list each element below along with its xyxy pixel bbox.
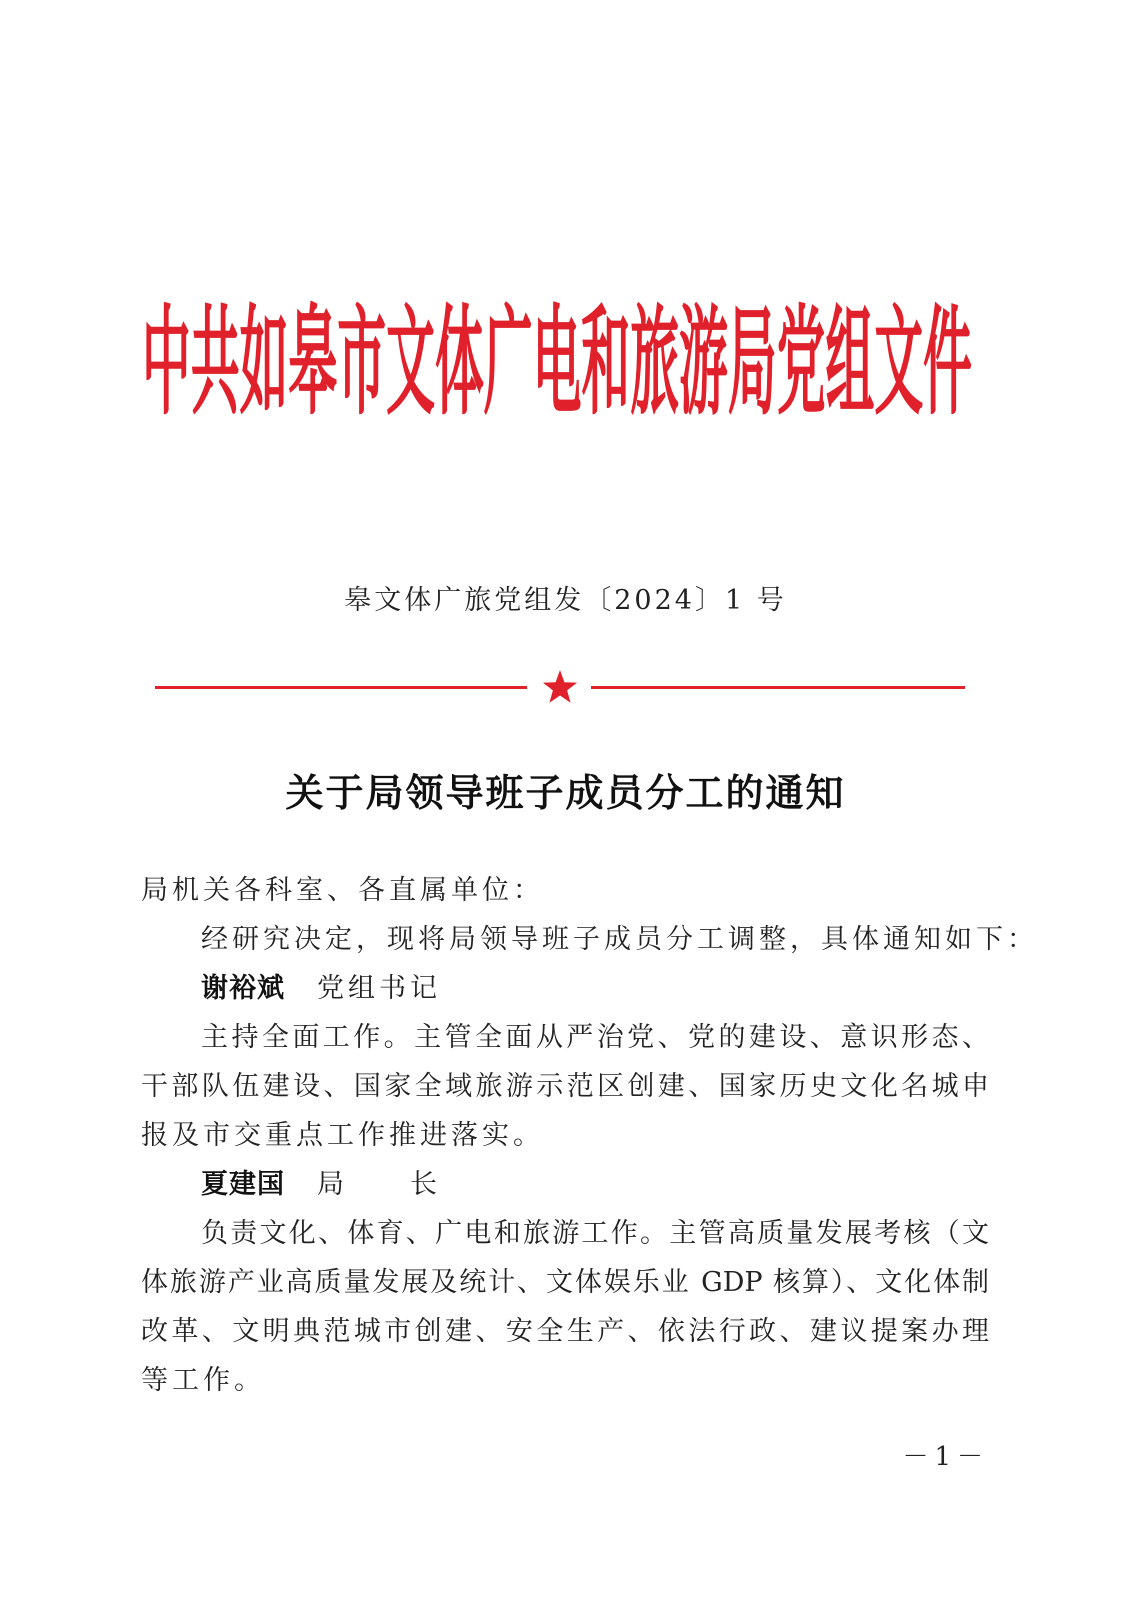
recipients-line: 局机关各科室、各直属单位： [141,875,544,906]
divider-line-left [155,686,527,689]
notice-title: 关于局领导班子成员分工的通知 [285,770,846,815]
masthead [140,275,990,435]
duty-line: 报及市交重点工作推进落实。 [141,1120,544,1151]
star-icon [543,670,577,703]
masthead-title-svg [140,275,990,435]
divider-line-right [591,686,965,689]
member-name: 谢裕斌 [201,973,285,1004]
notice-body [141,866,1038,1405]
duty-line: 负责文化、体育、广电和旅游工作。主管高质量发展考核（文 [201,1218,989,1249]
duty-line: 干部队伍建设、国家全域旅游示范区创建、国家历史文化名城申 [141,1071,989,1102]
red-divider [155,668,965,708]
duty-line: 主持全面工作。主管全面从严治党、党的建设、意识形态、 [201,1022,989,1053]
member-position-char: 局 [317,1169,344,1200]
intro-paragraph: 经研究决定，现将局领导班子成员分工调整，具体通知如下： [201,924,1038,955]
duty-line: 体旅游产业高质量发展及统计、文体娱乐业 GDP 核算）、文化体制 [141,1267,989,1298]
member-position-char: 长 [410,1169,437,1200]
member-position: 党组书记 [317,973,441,1004]
document-number: 皋文体广旅党组发〔2024〕1 号 [344,585,787,616]
duty-line: 改革、文明典范城市创建、安全生产、依法行政、建议提案办理 [141,1316,989,1347]
duty-line: 等工作。 [141,1365,265,1396]
member-name: 夏建国 [201,1169,285,1200]
member-position [317,1169,437,1200]
member-heading [141,964,989,1013]
member-heading [141,1160,989,1209]
page-number: －1－ [902,1442,989,1472]
masthead-title: 中共如皋市文体广电和旅游局党组文件 [142,297,972,429]
